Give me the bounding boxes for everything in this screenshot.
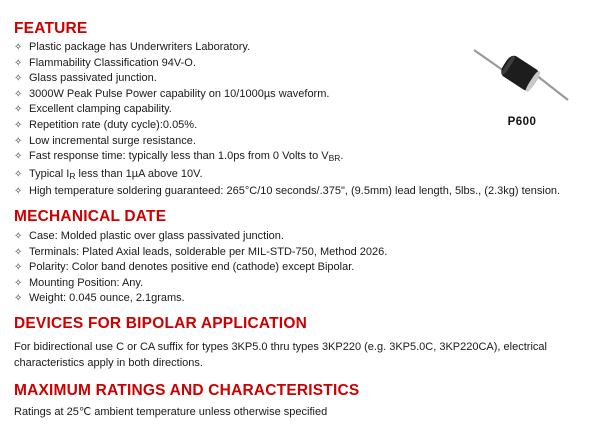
diamond-bullet-icon: ✧ xyxy=(14,151,23,163)
list-item-text: Low incremental surge resistance. xyxy=(29,134,196,147)
list-item xyxy=(14,229,484,245)
list-item-text: Glass passivated junction. xyxy=(29,72,157,85)
diode-lead-bottom xyxy=(536,75,568,100)
list-item xyxy=(14,167,484,185)
ratings-section-heading: MAXIMUM RATINGS AND CHARACTERISTICS xyxy=(14,382,360,399)
subscript-r: R xyxy=(69,170,76,181)
diamond-bullet-icon: ✧ xyxy=(14,293,23,305)
subscript-br: BR xyxy=(328,153,341,164)
list-item xyxy=(14,149,484,167)
list-item xyxy=(14,134,484,150)
diamond-bullet-icon: ✧ xyxy=(14,104,23,116)
list-item xyxy=(14,102,484,118)
diamond-bullet-icon: ✧ xyxy=(14,277,23,289)
list-item xyxy=(14,87,484,103)
list-item xyxy=(14,118,484,134)
list-item xyxy=(14,56,484,72)
list-item xyxy=(14,184,561,200)
diode-lead-top xyxy=(474,50,504,71)
diamond-bullet-icon: ✧ xyxy=(14,231,23,242)
diamond-bullet-icon: ✧ xyxy=(14,135,23,147)
list-item-text: Plastic package has Underwriters Laboratory. xyxy=(29,41,251,53)
list-item xyxy=(14,276,484,292)
bipolar-section-text: For bidirectional use C or CA suffix for types 3KP5.0 thru types 3KP220 (e.g. 3KP5.0C, 3KP220CA), electrical characteristics apply in both directions. xyxy=(14,341,547,369)
diamond-bullet-icon: ✧ xyxy=(14,42,23,53)
list-item-text: Case: Molded plastic over glass passivated junction. xyxy=(29,230,284,242)
diamond-bullet-icon: ✧ xyxy=(14,186,23,198)
diode-figure xyxy=(458,28,586,140)
list-item xyxy=(14,260,484,276)
diamond-bullet-icon: ✧ xyxy=(14,168,23,180)
diode-illustration-icon xyxy=(458,28,586,116)
diamond-bullet-icon: ✧ xyxy=(14,57,23,69)
list-item xyxy=(14,245,484,261)
feature-section-heading: FEATURE xyxy=(14,20,88,37)
mechanical-section-heading: MECHANICAL DATE xyxy=(14,208,167,225)
list-item-text: Polarity: Color band denotes positive end (cathode) except Bipolar. xyxy=(29,261,355,274)
list-item xyxy=(14,40,484,56)
diode-body-group xyxy=(498,53,541,93)
list-item-text: Mounting Position: Any. xyxy=(29,276,144,289)
diamond-bullet-icon: ✧ xyxy=(14,119,23,131)
list-item-text: Excellent clamping capability. xyxy=(29,103,172,116)
diamond-bullet-icon: ✧ xyxy=(14,73,23,85)
diamond-bullet-icon: ✧ xyxy=(14,262,23,274)
list-item-text: 3000W Peak Pulse Power capability on 10/1000µs waveform. xyxy=(29,87,330,100)
list-item-text: Repetition rate (duty cycle):0.05%. xyxy=(29,118,198,131)
mechanical-list xyxy=(14,229,484,307)
diamond-bullet-icon: ✧ xyxy=(14,246,23,258)
list-item-text-fast-response: Fast response time: typically less than 1.0ps from 0 Volts to $V_{BR}$. xyxy=(29,150,344,164)
list-item-text: Terminals: Plated Axial leads, solderable per MIL-STD-750, Method 2026. xyxy=(29,245,388,258)
list-item-text: Weight: 0.045 ounce, 2.1grams. xyxy=(29,292,185,305)
list-item-text-leakage: Typical $I_R$ less than 1µA above 10V. xyxy=(29,167,203,181)
list-item xyxy=(14,71,484,87)
list-item xyxy=(14,291,484,307)
list-item-text: Flammability Classification 94V-O. xyxy=(29,56,196,69)
diamond-bullet-icon: ✧ xyxy=(14,88,23,100)
bipolar-section-heading: DEVICES FOR BIPOLAR APPLICATION xyxy=(14,315,307,332)
ratings-section-text: Ratings at 25℃ ambient temperature unless otherwise specified xyxy=(14,406,328,418)
list-item-text: High temperature soldering guaranteed: 265°C/10 seconds/.375", (9.5mm) lead length, 5lbs., (2.3kg) tension. xyxy=(29,185,561,198)
diode-part-label: P600 xyxy=(507,116,537,128)
